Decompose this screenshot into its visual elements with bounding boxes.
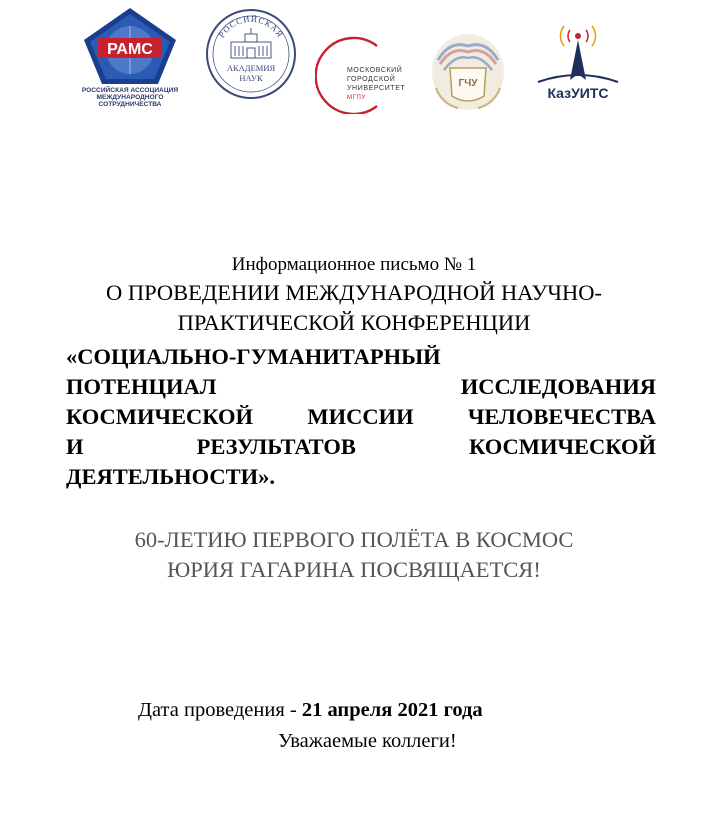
conference-name-line xyxy=(66,432,656,462)
conference-name-line xyxy=(66,402,656,432)
conference-name-word: МИССИИ xyxy=(307,404,414,429)
rams-caption-line: МЕЖДУНАРОДНОГО xyxy=(96,94,164,102)
gchu-abbr: ГЧУ xyxy=(458,78,478,89)
mgpu-logo xyxy=(315,34,415,114)
conference-name-line xyxy=(66,372,656,402)
conference-name-word: И xyxy=(66,434,84,459)
conference-name-word: КОСМИЧЕСКОЙ xyxy=(468,434,656,459)
rams-caption-line: СОТРУДНИЧЕСТВА xyxy=(98,101,162,109)
mgpu-abbr: МГПУ xyxy=(347,95,366,101)
conference-name-line: «СОЦИАЛЬНО-ГУМАНИТАРНЫЙ xyxy=(66,344,441,369)
conference-name-word: ПОТЕНЦИАЛ xyxy=(66,374,217,399)
conference-title xyxy=(54,278,654,338)
date-label: Дата проведения - xyxy=(138,699,302,721)
mgpu-line: ГОРОДСКОЙ xyxy=(347,76,396,83)
event-date xyxy=(138,697,483,723)
gchu-emblem-icon xyxy=(428,30,508,112)
rams-abbr: РАМС xyxy=(107,41,153,58)
rams-caption-line: РОССИЙСКАЯ АССОЦИАЦИЯ xyxy=(81,87,179,94)
dedication xyxy=(0,525,708,585)
kazuits-logo xyxy=(530,24,626,114)
conference-name-word: ИССЛЕДОВАНИЯ xyxy=(460,374,656,399)
date-value: 21 апреля 2021 года xyxy=(301,699,483,721)
conference-name-line: ДЕЯТЕЛЬНОСТИ». xyxy=(66,464,276,489)
conference-name xyxy=(66,342,656,492)
conference-name-word: КОСМИЧЕСКОЙ xyxy=(66,404,254,429)
conference-name-word: ЧЕЛОВЕЧЕСТВА xyxy=(467,404,656,429)
ran-seal-icon xyxy=(205,8,297,100)
rams-emblem-icon xyxy=(80,6,180,86)
mgpu-circle-icon xyxy=(315,34,415,114)
ran-logo xyxy=(205,8,297,100)
kazuits-name: КазУИТС xyxy=(547,85,609,101)
conference-name-word: РЕЗУЛЬТАТОВ xyxy=(196,434,356,459)
mgpu-line: МОСКОВСКИЙ xyxy=(347,67,403,74)
gchu-logo xyxy=(428,30,508,112)
dedication-line: ЮРИЯ ГАГАРИНА ПОСВЯЩАЕТСЯ! xyxy=(167,557,541,582)
conference-title-line: ПРАКТИЧЕСКОЙ КОНФЕРЕНЦИИ xyxy=(177,310,531,335)
ran-line2: НАУК xyxy=(239,73,263,83)
conference-title-line: О ПРОВЕДЕНИИ МЕЖДУНАРОДНОЙ НАУЧНО- xyxy=(105,280,603,305)
ran-arc-text: РОССИЙСКАЯ xyxy=(216,13,286,40)
ran-line1: АКАДЕМИЯ xyxy=(226,63,276,73)
greeting: Уважаемые коллеги! xyxy=(278,730,457,752)
letter-number: Информационное письмо № 1 xyxy=(231,254,477,275)
kazuits-tower-icon xyxy=(530,24,626,114)
rams-logo xyxy=(80,6,180,109)
dedication-line: 60-ЛЕТИЮ ПЕРВОГО ПОЛЁТА В КОСМОС xyxy=(134,527,574,552)
logo-bar xyxy=(0,0,708,130)
mgpu-line: УНИВЕРСИТЕТ xyxy=(347,85,406,92)
